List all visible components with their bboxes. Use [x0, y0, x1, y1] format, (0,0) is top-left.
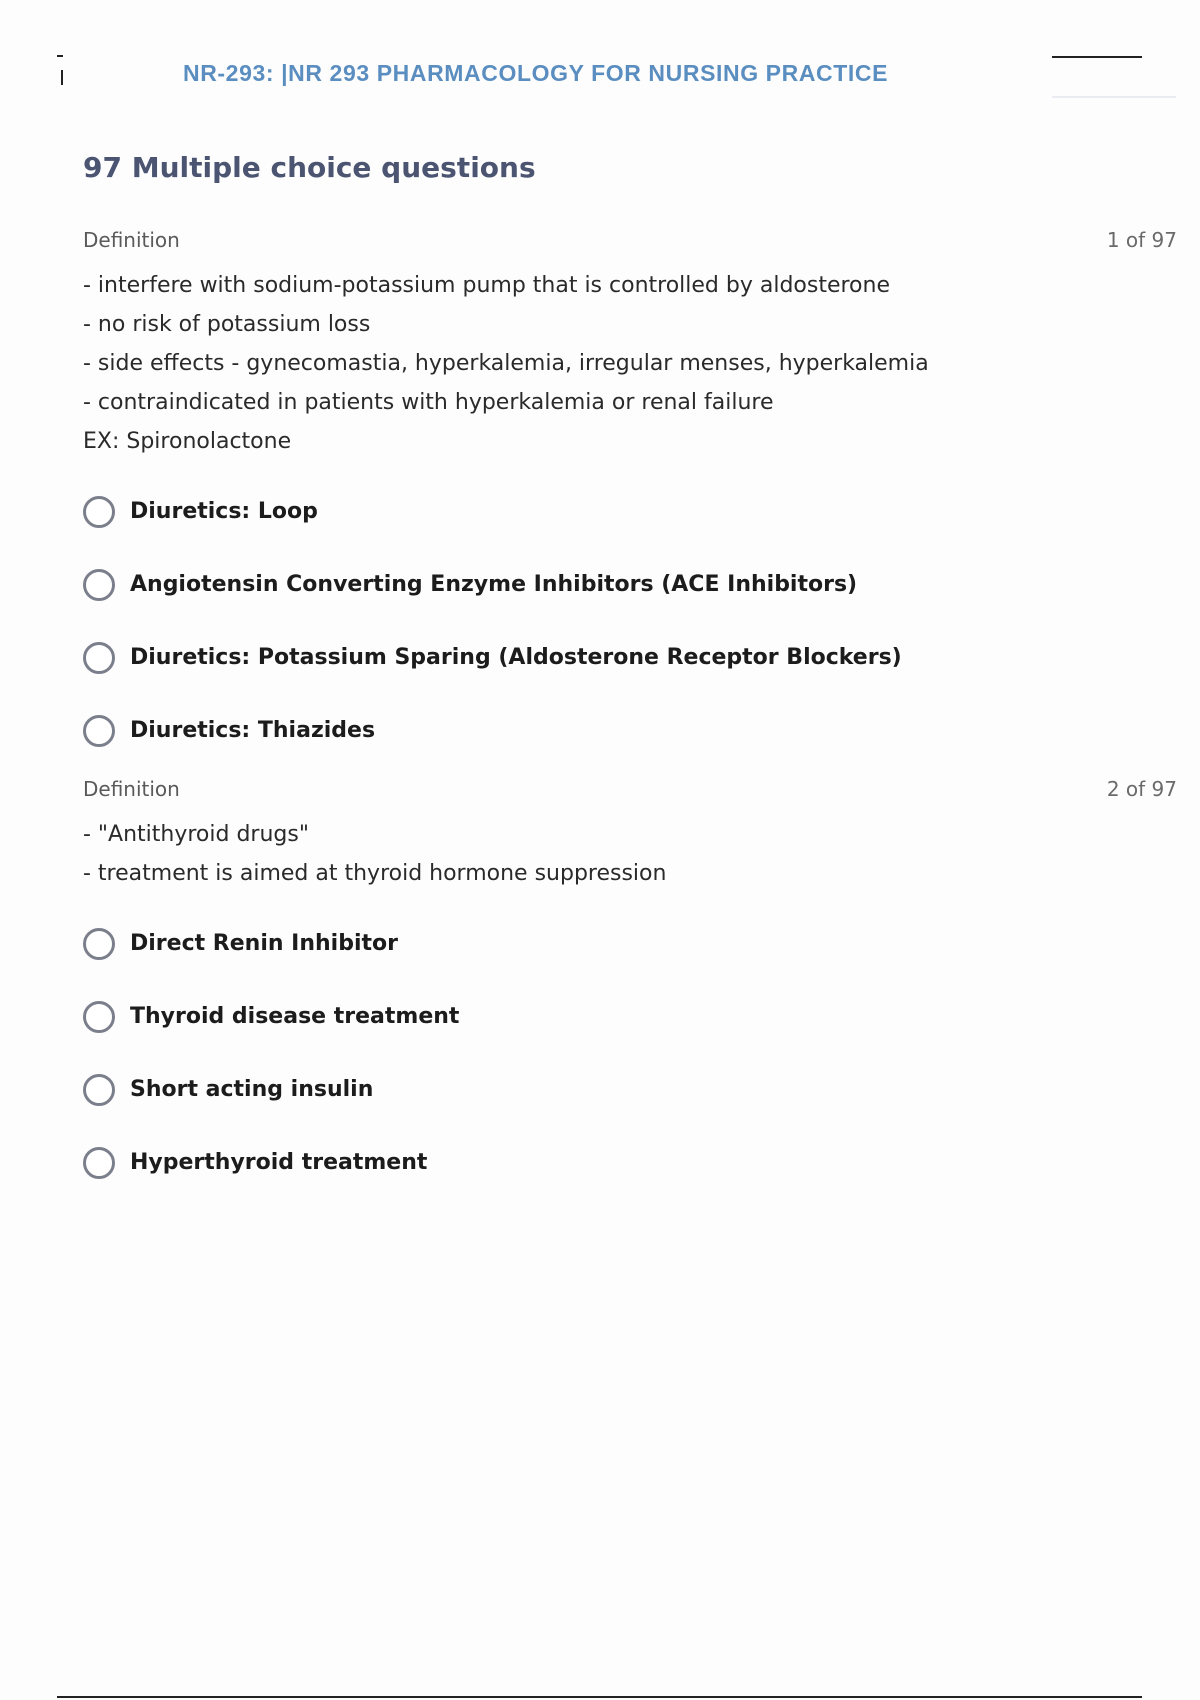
radio-button[interactable]: [83, 715, 115, 747]
radio-button[interactable]: [83, 642, 115, 674]
definition-line: - no risk of potassium loss: [83, 312, 371, 337]
definition-line: - contraindicated in patients with hyperkalemia or renal failure: [83, 390, 774, 415]
answer-option-label: Diuretics: Thiazides: [130, 718, 376, 743]
answer-option[interactable]: [83, 694, 1177, 767]
question-counter: 1 of 97: [1106, 228, 1177, 252]
question-label: Definition: [83, 228, 180, 252]
definition-line: EX: Spironolactone: [83, 429, 292, 454]
footer-rule: [57, 1696, 1142, 1698]
definition-line: - treatment is aimed at thyroid hormone suppression: [83, 861, 667, 886]
question-label: Definition: [83, 777, 180, 801]
header-rule: [1052, 56, 1142, 58]
question-header: [83, 777, 1177, 805]
section-title: 97 Multiple choice questions: [83, 151, 536, 184]
answer-option-label: Short acting insulin: [130, 1077, 374, 1102]
question-definition: [83, 815, 1177, 893]
answer-option-label: Angiotensin Converting Enzyme Inhibitors (ACE Inhibitors): [130, 572, 858, 597]
answer-option[interactable]: [83, 980, 1177, 1053]
header-title: NR-293: |NR 293 PHARMACOLOGY FOR NURSING PRACTICE: [183, 60, 889, 86]
answer-option-label: Diuretics: Potassium Sparing (Aldosterone Receptor Blockers): [130, 645, 902, 670]
definition-line: - "Antithyroid drugs": [83, 822, 309, 847]
answer-option[interactable]: [83, 1053, 1177, 1126]
radio-button[interactable]: [83, 1147, 115, 1179]
radio-button[interactable]: [83, 1001, 115, 1033]
question-definition: [83, 266, 1177, 461]
answer-option[interactable]: [83, 548, 1177, 621]
answer-option-label: Direct Renin Inhibitor: [130, 931, 398, 956]
definition-line: - interfere with sodium-potassium pump that is controlled by aldosterone: [83, 273, 890, 298]
radio-button[interactable]: [83, 928, 115, 960]
corner-mark-bar: [61, 70, 63, 85]
answer-option-label: Thyroid disease treatment: [130, 1004, 460, 1029]
header-rule-light: [1052, 96, 1176, 98]
question-1: [83, 228, 1177, 767]
question-header: [83, 228, 1177, 256]
answer-option[interactable]: [83, 475, 1177, 548]
answer-options: [83, 475, 1177, 767]
corner-mark-dash: [57, 55, 63, 57]
definition-line: - side effects - gynecomastia, hyperkalemia, irregular menses, hyperkalemia: [83, 351, 929, 376]
question-2: [83, 777, 1177, 1199]
answer-option[interactable]: [83, 907, 1177, 980]
radio-button[interactable]: [83, 1074, 115, 1106]
radio-button[interactable]: [83, 569, 115, 601]
answer-option[interactable]: [83, 1126, 1177, 1199]
answer-options: [83, 907, 1177, 1199]
answer-option-label: Hyperthyroid treatment: [130, 1150, 428, 1175]
answer-option-label: Diuretics: Loop: [130, 499, 318, 524]
radio-button[interactable]: [83, 496, 115, 528]
question-counter: 2 of 97: [1106, 777, 1177, 801]
answer-option[interactable]: [83, 621, 1177, 694]
